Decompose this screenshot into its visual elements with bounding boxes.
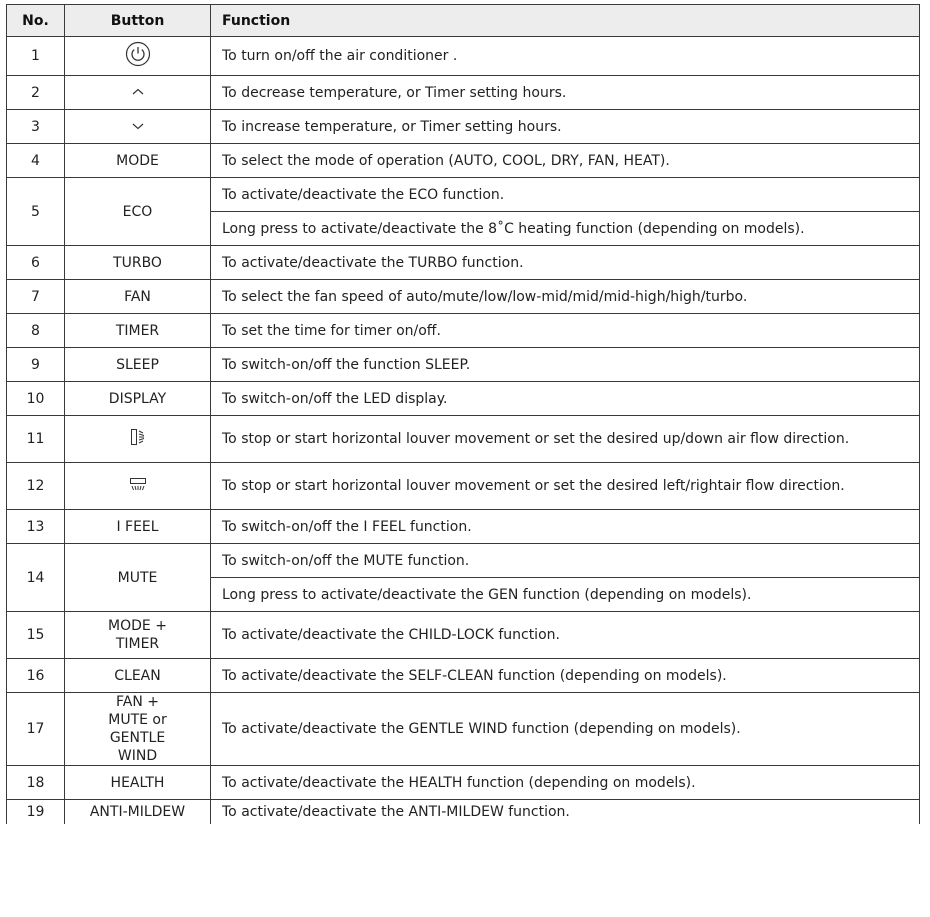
row-number: 11: [7, 416, 65, 463]
table-row: [7, 382, 920, 416]
button-label: MODE + TIMER: [65, 612, 211, 659]
table-row: [7, 178, 920, 212]
function-text: To stop or start horizontal louver movement or set the desired up/down air flow direction.: [211, 416, 920, 463]
button-cell: [65, 416, 211, 463]
table-row: [7, 612, 920, 659]
power-icon: [125, 41, 151, 72]
table-row: [7, 144, 920, 178]
function-text: To activate/deactivate the SELF-CLEAN function (depending on models).: [211, 659, 920, 693]
row-number: 1: [7, 37, 65, 76]
button-cell: [65, 463, 211, 510]
row-number: 9: [7, 348, 65, 382]
table-row: [7, 76, 920, 110]
table-row: [7, 246, 920, 280]
function-text: To turn on/off the air conditioner .: [211, 37, 920, 76]
table-row: [7, 463, 920, 510]
function-text: To select the fan speed of auto/mute/low/low-mid/mid/mid-high/high/turbo.: [211, 280, 920, 314]
function-text: To activate/deactivate the ECO function.: [211, 178, 920, 212]
function-text: To increase temperature, or Timer setting hours.: [211, 110, 920, 144]
button-label: ECO: [65, 178, 211, 246]
table-row: [7, 510, 920, 544]
table-row: [7, 693, 920, 766]
button-label: FAN + MUTE or GENTLE WIND: [65, 693, 211, 766]
table-row: [7, 800, 920, 825]
function-text: To switch-on/off the I FEEL function.: [211, 510, 920, 544]
function-text: To set the time for timer on/off.: [211, 314, 920, 348]
button-cell: [65, 76, 211, 110]
function-text: To stop or start horizontal louver movement or set the desired left/rightair flow direction.: [211, 463, 920, 510]
table-row: [7, 110, 920, 144]
row-number: 4: [7, 144, 65, 178]
button-label: TIMER: [65, 314, 211, 348]
vertical-swing-icon: [130, 428, 146, 451]
table-header-row: [7, 5, 920, 37]
row-number: 3: [7, 110, 65, 144]
row-number: 7: [7, 280, 65, 314]
table-row: [7, 544, 920, 578]
function-text: Long press to activate/deactivate the 8˚C heating function (depending on models).: [211, 212, 920, 246]
row-number: 5: [7, 178, 65, 246]
row-number: 13: [7, 510, 65, 544]
table-row: [7, 280, 920, 314]
function-text: To activate/deactivate the TURBO function.: [211, 246, 920, 280]
table-row: [7, 766, 920, 800]
header-no: No.: [7, 5, 65, 37]
table-row: [7, 416, 920, 463]
button-label: CLEAN: [65, 659, 211, 693]
button-function-table: [6, 4, 920, 824]
function-text: Long press to activate/deactivate the GEN function (depending on models).: [211, 578, 920, 612]
row-number: 15: [7, 612, 65, 659]
row-number: 14: [7, 544, 65, 612]
function-text: To select the mode of operation (AUTO, COOL, DRY, FAN, HEAT).: [211, 144, 920, 178]
row-number: 18: [7, 766, 65, 800]
row-number: 19: [7, 800, 65, 825]
function-text: To switch-on/off the LED display.: [211, 382, 920, 416]
button-label: TURBO: [65, 246, 211, 280]
function-text: To activate/deactivate the CHILD-LOCK function.: [211, 612, 920, 659]
button-label: DISPLAY: [65, 382, 211, 416]
button-label: I FEEL: [65, 510, 211, 544]
row-number: 17: [7, 693, 65, 766]
table-row: [7, 348, 920, 382]
table-row: [7, 37, 920, 76]
row-number: 16: [7, 659, 65, 693]
chevron-down-icon: [131, 118, 145, 136]
button-label: MUTE: [65, 544, 211, 612]
function-text: To switch-on/off the function SLEEP.: [211, 348, 920, 382]
button-label: SLEEP: [65, 348, 211, 382]
button-label: FAN: [65, 280, 211, 314]
function-text: To activate/deactivate the ANTI-MILDEW function.: [211, 800, 920, 825]
button-cell: [65, 37, 211, 76]
button-label: MODE: [65, 144, 211, 178]
function-text: To switch-on/off the MUTE function.: [211, 544, 920, 578]
row-number: 10: [7, 382, 65, 416]
row-number: 2: [7, 76, 65, 110]
table-row: [7, 314, 920, 348]
function-text: To activate/deactivate the GENTLE WIND function (depending on models).: [211, 693, 920, 766]
header-button: Button: [65, 5, 211, 37]
button-label: ANTI-MILDEW: [65, 800, 211, 825]
table-row: [7, 659, 920, 693]
button-label: HEALTH: [65, 766, 211, 800]
row-number: 12: [7, 463, 65, 510]
function-text: To decrease temperature, or Timer setting hours.: [211, 76, 920, 110]
button-cell: [65, 110, 211, 144]
row-number: 6: [7, 246, 65, 280]
chevron-up-icon: [131, 84, 145, 102]
horizontal-swing-icon: [129, 477, 147, 496]
header-function: Function: [211, 5, 920, 37]
row-number: 8: [7, 314, 65, 348]
function-text: To activate/deactivate the HEALTH function (depending on models).: [211, 766, 920, 800]
